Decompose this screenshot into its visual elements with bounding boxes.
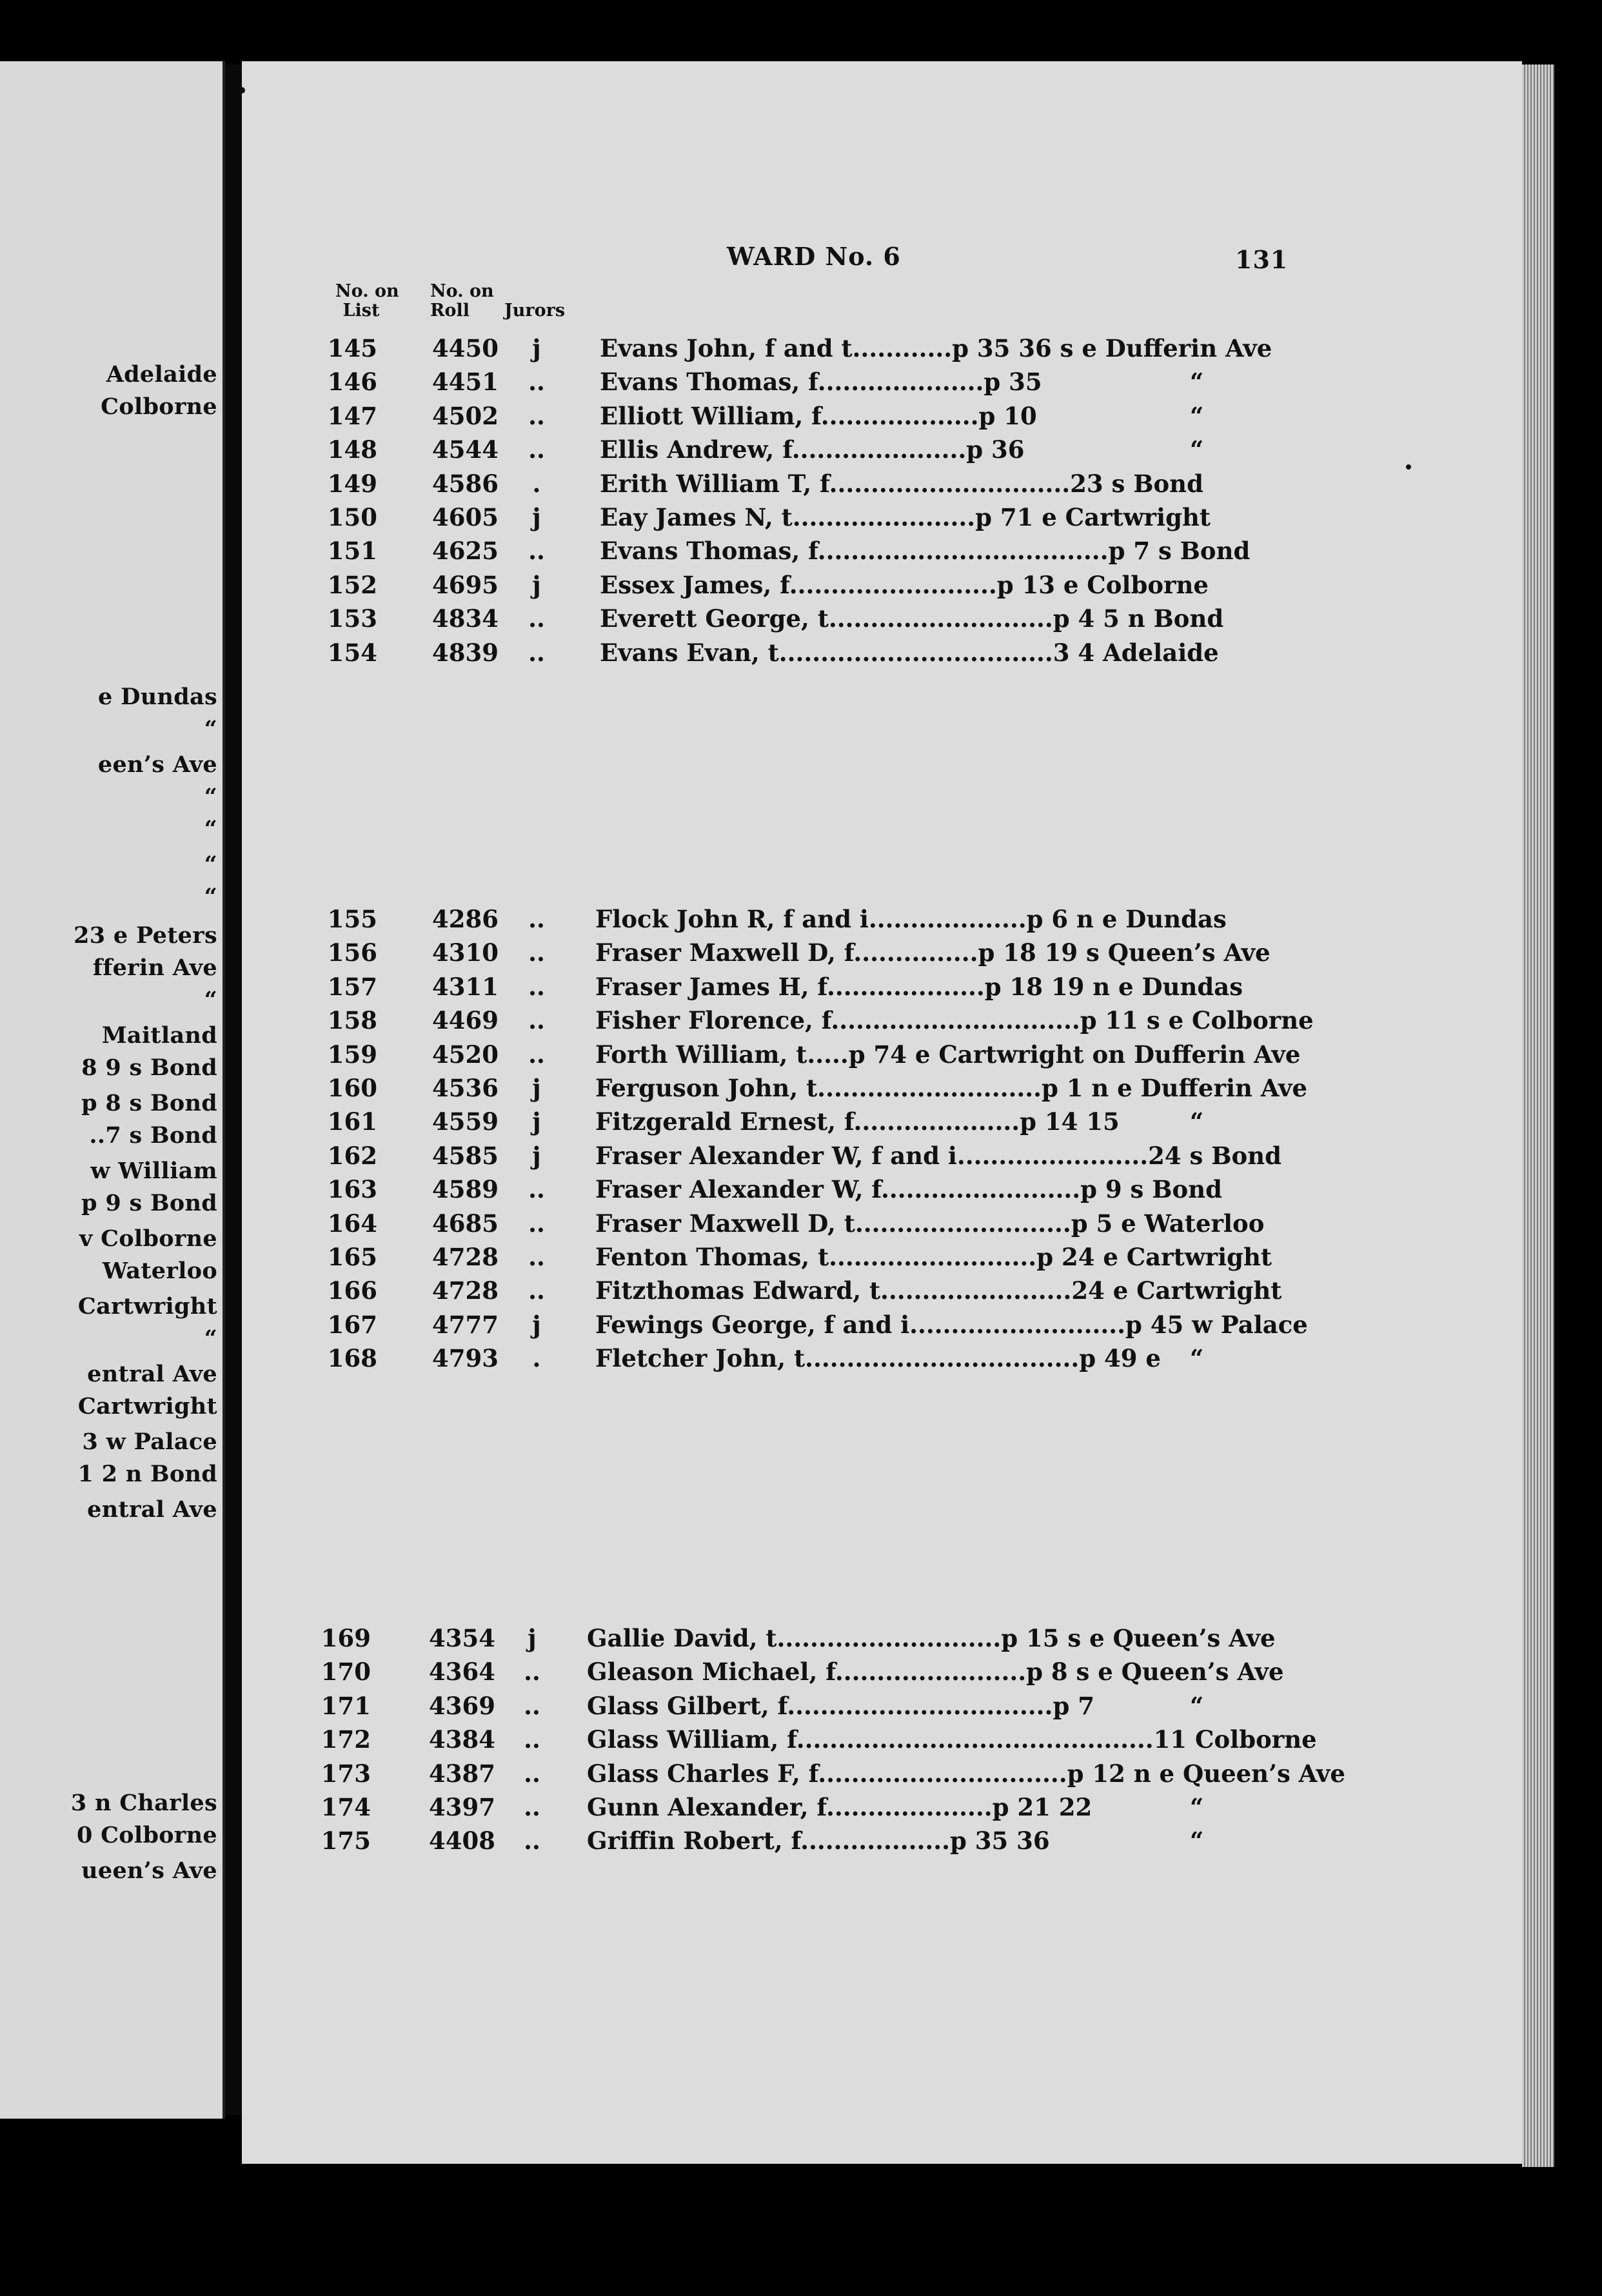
- list-number: 154: [327, 638, 377, 667]
- left-page-line: 8 9 s Bond: [81, 1054, 217, 1081]
- list-number: 170: [321, 1658, 371, 1687]
- table-row: [242, 938, 1522, 972]
- left-page-line: Maitland: [101, 1022, 217, 1049]
- list-number: 160: [327, 1074, 377, 1102]
- table-row: [242, 1142, 1522, 1175]
- left-page-line: fferin Ave: [92, 955, 217, 981]
- list-number: 164: [327, 1209, 377, 1238]
- table-row: [242, 1793, 1522, 1826]
- jurors-mark: ..: [528, 604, 545, 633]
- list-number: 165: [327, 1243, 377, 1271]
- jurors-mark: ..: [528, 435, 545, 464]
- roll-number: 4384: [429, 1725, 495, 1754]
- ditto-mark: “: [1190, 401, 1204, 430]
- roll-number: 4728: [432, 1276, 499, 1305]
- roll-number: 4695: [432, 570, 499, 599]
- entry-text: Fenton Thomas, t.........................p 24 e Cartwright: [595, 1243, 1272, 1271]
- roll-number: 4520: [432, 1040, 499, 1069]
- table-row: [242, 503, 1522, 537]
- roll-number: 4354: [429, 1624, 495, 1652]
- entry-text: Fraser Alexander W, f and i.......................24 s Bond: [595, 1141, 1281, 1170]
- jurors-mark: .: [532, 1344, 541, 1373]
- jurors-mark: ..: [524, 1725, 540, 1754]
- roll-number: 4369: [429, 1691, 495, 1720]
- left-page-line: 1 2 n Bond: [77, 1461, 217, 1487]
- left-page-line: Cartwright: [77, 1393, 217, 1420]
- list-number: 172: [321, 1725, 371, 1754]
- list-number: 158: [327, 1006, 377, 1035]
- jurors-mark: ..: [528, 638, 545, 667]
- entry-text: Erith William T, f.............................23 s Bond: [600, 469, 1203, 498]
- table-row: [242, 435, 1522, 469]
- ditto-mark: “: [1190, 1344, 1204, 1373]
- roll-number: 4728: [432, 1243, 499, 1271]
- roll-number: 4310: [432, 938, 499, 967]
- table-row: [242, 905, 1522, 938]
- page-number: 131: [1235, 245, 1289, 274]
- left-page-line: entral Ave: [87, 1496, 217, 1523]
- entry-text: Essex James, f.........................p 13 e Colborne: [600, 570, 1209, 599]
- roll-number: 4834: [432, 604, 499, 633]
- table-row: [242, 1006, 1522, 1040]
- left-page-line: Adelaide: [106, 361, 217, 388]
- entry-text: Glass William, f...........................................11 Colborne: [587, 1725, 1317, 1754]
- list-number: 163: [327, 1175, 377, 1204]
- table-row: [242, 1759, 1522, 1793]
- roll-number: 4605: [432, 503, 499, 531]
- left-page-line: “: [204, 816, 217, 842]
- left-page-line: “: [204, 884, 217, 910]
- ditto-mark: “: [1190, 435, 1204, 464]
- left-page-line: e Dundas: [98, 684, 217, 710]
- list-number: 167: [327, 1310, 377, 1339]
- margin-dot: [242, 87, 245, 94]
- table-row: [242, 1624, 1522, 1658]
- list-number: 168: [327, 1344, 377, 1373]
- column-header-list-label: No. on List: [335, 281, 399, 321]
- list-number: 166: [327, 1276, 377, 1305]
- list-number: 152: [327, 570, 377, 599]
- left-page-line: een’s Ave: [97, 751, 217, 778]
- entry-text: Fraser Alexander W, f........................p 9 s Bond: [595, 1175, 1222, 1204]
- left-page-line: 0 Colborne: [76, 1822, 217, 1848]
- left-page-line: p 9 s Bond: [81, 1190, 217, 1216]
- left-page-line: v Colborne: [79, 1225, 217, 1252]
- table-row: [242, 604, 1522, 638]
- page-edges: [1522, 64, 1554, 2167]
- entry-text: Fitzthomas Edward, t.......................24 e Cartwright: [595, 1276, 1282, 1305]
- roll-number: 4544: [432, 435, 499, 464]
- jurors-mark: j: [532, 334, 541, 362]
- jurors-mark: ..: [528, 1040, 545, 1069]
- roll-number: 4793: [432, 1344, 499, 1373]
- list-number: 161: [327, 1107, 377, 1136]
- jurors-mark: ..: [528, 1276, 545, 1305]
- jurors-mark: ..: [524, 1793, 540, 1821]
- left-page-line: 3 w Palace: [82, 1429, 217, 1455]
- ward-page: [242, 61, 1522, 2164]
- list-number: 156: [327, 938, 377, 967]
- entry-text: Gunn Alexander, f....................p 21 22: [587, 1793, 1093, 1821]
- column-header-roll-label: No. on Roll: [430, 281, 494, 321]
- roll-number: 4685: [432, 1209, 499, 1238]
- left-page-line: “: [204, 1325, 217, 1352]
- jurors-mark: j: [532, 1074, 541, 1102]
- left-page-line: w William: [90, 1158, 217, 1184]
- jurors-mark: ..: [528, 1006, 545, 1035]
- jurors-mark: .: [532, 469, 541, 498]
- table-row: [242, 470, 1522, 503]
- jurors-mark: j: [528, 1624, 537, 1652]
- entry-text: Fewings George, f and i..........................p 45 w Palace: [595, 1310, 1308, 1339]
- roll-number: 4502: [432, 401, 499, 430]
- table-row: [242, 1658, 1522, 1691]
- left-page-fragment: [0, 61, 225, 2119]
- list-number: 151: [327, 537, 377, 566]
- table-row: [242, 402, 1522, 435]
- list-number: 147: [327, 401, 377, 430]
- jurors-mark: ..: [524, 1826, 540, 1856]
- jurors-mark: ..: [528, 972, 545, 1001]
- entry-text: Evans Evan, t.................................3 4 Adelaide: [600, 638, 1219, 667]
- entry-text: Evans Thomas, f...................................p 7 s Bond: [600, 537, 1251, 566]
- ditto-mark: “: [1190, 1793, 1204, 1821]
- roll-number: 4559: [432, 1107, 499, 1136]
- margin-dot: [1406, 464, 1411, 470]
- list-number: 150: [327, 503, 377, 531]
- left-page-line: Cartwright: [77, 1293, 217, 1320]
- left-page-line: “: [204, 716, 217, 742]
- list-number: 175: [321, 1826, 371, 1856]
- jurors-mark: ..: [524, 1658, 540, 1687]
- column-header-list: [335, 281, 399, 321]
- page-heading: WARD No. 6: [727, 242, 901, 271]
- jurors-mark: j: [532, 570, 541, 599]
- list-number: 174: [321, 1793, 371, 1821]
- roll-number: 4589: [432, 1175, 499, 1204]
- entry-text: Eay James N, t......................p 71 e Cartwright: [600, 503, 1211, 531]
- list-number: 146: [327, 368, 377, 397]
- ditto-mark: “: [1190, 1691, 1204, 1720]
- column-header-roll: [430, 282, 494, 321]
- roll-number: 4311: [432, 972, 499, 1001]
- roll-number: 4397: [429, 1793, 495, 1821]
- list-number: 155: [327, 905, 377, 933]
- table-row: [242, 1826, 1522, 1860]
- roll-number: 4586: [432, 469, 499, 498]
- jurors-mark: ..: [528, 1243, 545, 1271]
- roll-number: 4364: [429, 1658, 495, 1687]
- table-row: [242, 1175, 1522, 1209]
- entry-text: Fletcher John, t.................................p 49 e: [595, 1344, 1161, 1373]
- table-row: [242, 1276, 1522, 1310]
- entry-text: Fraser Maxwell D, f...............p 18 19 s Queen’s Ave: [595, 938, 1271, 967]
- entry-text: Gallie David, t...........................p 15 s e Queen’s Ave: [587, 1624, 1276, 1652]
- entry-text: Glass Gilbert, f................................p 7: [587, 1691, 1094, 1720]
- entry-text: Gleason Michael, f.......................p 8 s e Queen’s Ave: [587, 1658, 1284, 1687]
- left-page-line: 3 n Charles: [70, 1790, 217, 1816]
- left-page-line: entral Ave: [87, 1361, 217, 1387]
- table-row: [242, 1725, 1522, 1759]
- book-gutter: [225, 64, 242, 2115]
- column-header-jurors: Jurors: [504, 301, 566, 321]
- table-row: [242, 1692, 1522, 1725]
- table-row: [242, 1074, 1522, 1107]
- table-row: [242, 1344, 1522, 1378]
- entry-text: Fitzgerald Ernest, f....................p 14 15: [595, 1107, 1120, 1136]
- table-row: [242, 638, 1522, 672]
- table-row: [242, 571, 1522, 604]
- entry-text: Fraser Maxwell D, t..........................p 5 e Waterloo: [595, 1209, 1265, 1238]
- ditto-mark: “: [1190, 368, 1204, 397]
- table-row: [242, 973, 1522, 1006]
- entry-text: Evans John, f and t............p 35 36 s e Dufferin Ave: [600, 334, 1272, 362]
- jurors-mark: j: [532, 503, 541, 531]
- jurors-mark: ..: [528, 905, 545, 933]
- jurors-mark: j: [532, 1141, 541, 1170]
- list-number: 149: [327, 469, 377, 498]
- ditto-mark: “: [1190, 1107, 1204, 1136]
- roll-number: 4585: [432, 1141, 499, 1170]
- table-row: [242, 368, 1522, 401]
- entry-text: Everett George, t...........................p 4 5 n Bond: [600, 604, 1224, 633]
- left-page-line: Colborne: [101, 393, 217, 420]
- table-row: [242, 334, 1522, 368]
- table-row: [242, 1243, 1522, 1276]
- list-number: 145: [327, 334, 377, 362]
- list-number: 169: [321, 1624, 371, 1652]
- table-row: [242, 537, 1522, 570]
- table-row: [242, 1311, 1522, 1344]
- entry-text: Griffin Robert, f..................p 35 36: [587, 1826, 1050, 1856]
- roll-number: 4408: [429, 1826, 495, 1856]
- left-page-line: 23 e Peters: [74, 922, 217, 949]
- entry-text: Glass Charles F, f..............................p 12 n e Queen’s Ave: [587, 1759, 1345, 1788]
- left-page-line: Waterloo: [102, 1258, 217, 1284]
- ditto-mark: “: [1190, 1826, 1204, 1856]
- table-row: [242, 1107, 1522, 1141]
- list-number: 162: [327, 1141, 377, 1170]
- roll-number: 4536: [432, 1074, 499, 1102]
- roll-number: 4777: [432, 1310, 499, 1339]
- list-number: 173: [321, 1759, 371, 1788]
- list-number: 153: [327, 604, 377, 633]
- jurors-mark: j: [532, 1310, 541, 1339]
- jurors-mark: ..: [524, 1759, 540, 1788]
- roll-number: 4625: [432, 537, 499, 566]
- entry-text: Fraser James H, f...................p 18 19 n e Dundas: [595, 972, 1243, 1001]
- list-number: 148: [327, 435, 377, 464]
- roll-number: 4451: [432, 368, 499, 397]
- left-page-line: p 8 s Bond: [81, 1090, 217, 1116]
- entry-text: Forth William, t.....p 74 e Cartwright on Dufferin Ave: [595, 1040, 1301, 1069]
- jurors-mark: ..: [528, 368, 545, 397]
- jurors-mark: ..: [528, 1175, 545, 1204]
- left-page-line: ..7 s Bond: [89, 1122, 217, 1149]
- entry-text: Flock John R, f and i...................p 6 n e Dundas: [595, 905, 1227, 933]
- list-number: 157: [327, 972, 377, 1001]
- left-page-line: “: [204, 987, 217, 1013]
- roll-number: 4839: [432, 638, 499, 667]
- left-page-line: “: [204, 784, 217, 810]
- roll-number: 4387: [429, 1759, 495, 1788]
- table-row: [242, 1040, 1522, 1074]
- roll-number: 4286: [432, 905, 499, 933]
- roll-number: 4450: [432, 334, 499, 362]
- entry-text: Evans Thomas, f....................p 35: [600, 368, 1042, 397]
- jurors-mark: j: [532, 1107, 541, 1136]
- entry-text: Elliott William, f...................p 10: [600, 401, 1037, 430]
- jurors-mark: ..: [528, 537, 545, 566]
- jurors-mark: ..: [528, 938, 545, 967]
- list-number: 159: [327, 1040, 377, 1069]
- roll-number: 4469: [432, 1006, 499, 1035]
- table-row: [242, 1209, 1522, 1243]
- entry-text: Ellis Andrew, f.....................p 36: [600, 435, 1025, 464]
- jurors-mark: ..: [528, 401, 545, 430]
- list-number: 171: [321, 1691, 371, 1720]
- left-page-line: “: [204, 851, 217, 878]
- jurors-mark: ..: [524, 1691, 540, 1720]
- entry-text: Fisher Florence, f..............................p 11 s e Colborne: [595, 1006, 1314, 1035]
- jurors-mark: ..: [528, 1209, 545, 1238]
- left-page-line: ueen’s Ave: [81, 1857, 217, 1884]
- entry-text: Ferguson John, t...........................p 1 n e Dufferin Ave: [595, 1074, 1308, 1102]
